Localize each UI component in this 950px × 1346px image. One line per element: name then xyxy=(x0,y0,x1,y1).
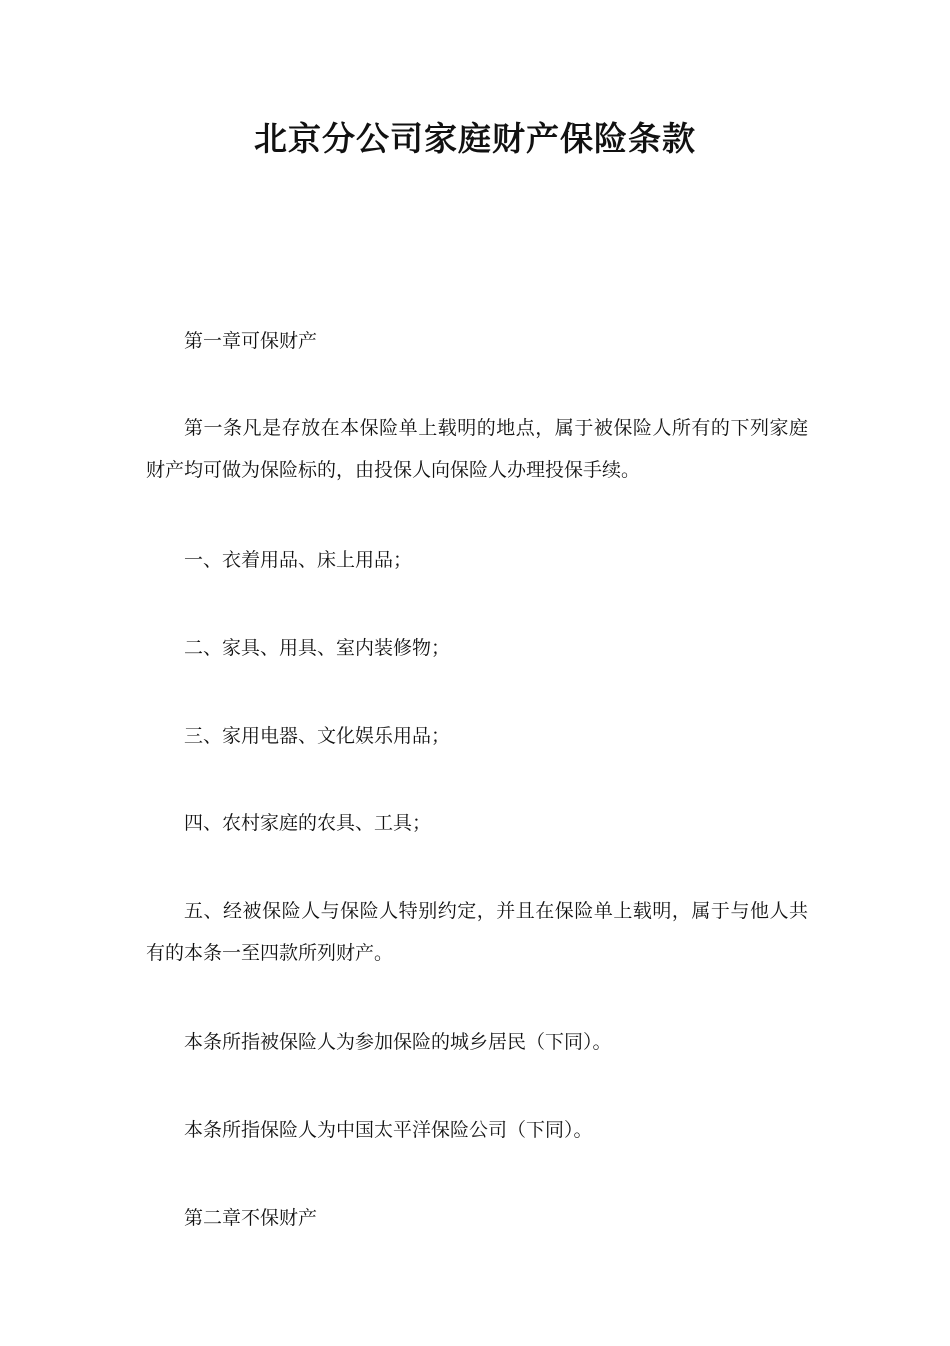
item-1-paragraph: 一、衣着用品、床上用品； xyxy=(184,549,413,571)
chapter-1-heading: 第一章可保财产 xyxy=(184,330,318,352)
article-1-paragraph: 第一条凡是存放在本保险单上载明的地点，属于被保险人所有的下列家庭财产均可做为保险标的，由投保人向保险人办理投保手续。 xyxy=(146,417,808,481)
item-2-paragraph: 二、家具、用具、室内装修物； xyxy=(184,637,451,659)
chapter-2-heading: 第二章不保财产 xyxy=(184,1207,318,1229)
insured-definition-paragraph: 本条所指被保险人为参加保险的城乡居民（下同）。 xyxy=(184,1031,612,1053)
insurer-definition-paragraph: 本条所指保险人为中国太平洋保险公司（下同）。 xyxy=(184,1119,593,1141)
item-5-paragraph: 五、经被保险人与保险人特别约定，并且在保险单上载明，属于与他人共有的本条一至四款所列财产。 xyxy=(146,900,808,964)
item-4-paragraph: 四、农村家庭的农具、工具； xyxy=(184,812,432,834)
document-title: 北京分公司家庭财产保险条款 xyxy=(254,119,696,158)
item-3-paragraph: 三、家用电器、文化娱乐用品； xyxy=(184,725,451,747)
